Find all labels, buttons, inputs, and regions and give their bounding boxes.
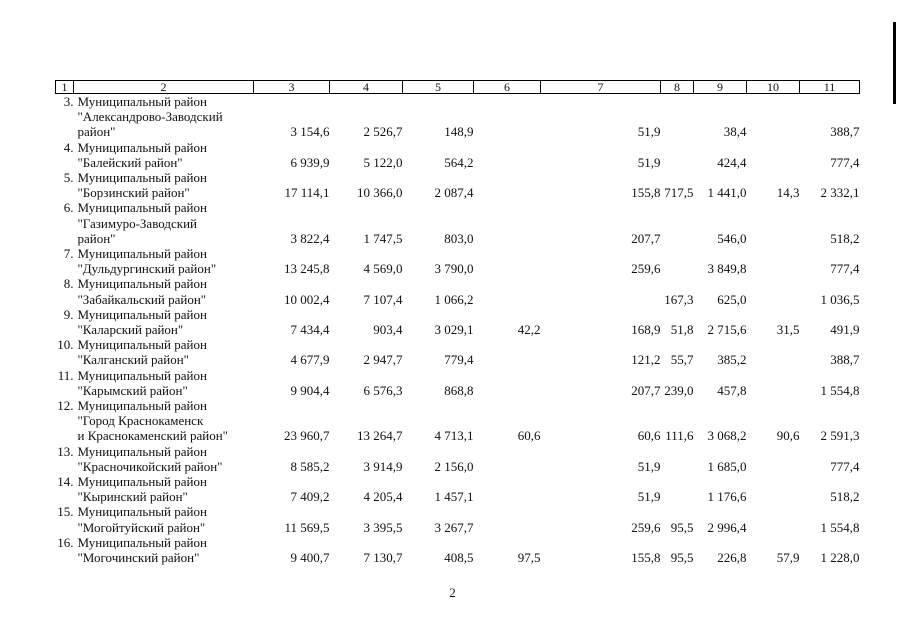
value-cell-col-8 [661,200,694,246]
value-cell-col-5: 779,4 [444,352,474,368]
value-cell-col-7: 60,6 [637,428,661,444]
value-cell-col-8 [661,474,694,504]
district-name-line [56,368,254,383]
district-name-line [56,444,254,459]
table-row [56,307,860,337]
row-number: 13. [57,443,74,459]
value-cell-col-11: 2 332,1 [820,185,860,201]
district-name-cell [56,504,254,534]
district-name-line: "Дульдургинский район" [77,261,217,277]
value-cell-col-10 [747,140,800,170]
value-cell-col-9: 1 441,0 [707,185,747,201]
value-cell-col-6 [474,276,541,306]
table-row [56,368,860,398]
district-name-cell [56,307,254,337]
district-name-cell [56,140,254,170]
value-cell-col-6: 60,6 [517,428,541,444]
value-cell-col-5: 4 713,1 [434,428,474,444]
value-cell-col-3: 3 822,4 [290,230,330,246]
table-row [56,504,860,534]
district-name-cell [56,246,254,276]
district-name-text: Муниципальный район [77,139,207,155]
district-name-cell [56,337,254,367]
value-cell-col-9: 625,0 [717,291,747,307]
row-number: 16. [57,534,74,550]
value-cell-col-11: 491,9 [830,322,860,338]
district-name-text: Муниципальный район [77,398,207,414]
value-cell-col-8: 239,0 [664,382,694,398]
margin-line [893,22,896,104]
value-cell-col-11: 777,4 [830,154,860,170]
header-col-8: 8 [661,81,694,94]
value-cell-col-9: 457,8 [717,382,747,398]
value-cell-col-9: 3 068,2 [707,428,747,444]
value-cell-col-11: 777,4 [830,261,860,277]
value-cell-col-7: 51,9 [637,458,661,474]
value-cell-col-9: 3 849,8 [707,261,747,277]
value-cell-col-7: 155,8 [631,185,661,201]
district-name-line [56,337,254,352]
value-cell-col-10: 14,3 [776,185,800,201]
table-row [56,200,860,246]
value-cell-col-4: 10 366,0 [357,185,403,201]
row-number: 11. [57,367,74,383]
value-cell-col-8: 717,5 [664,185,694,201]
district-name-cell [56,444,254,474]
value-cell-col-7: 51,9 [637,154,661,170]
district-name-text: Муниципальный район [77,94,207,109]
district-name-line: "Карымский район" [77,382,188,398]
value-cell-col-5: 3 267,7 [434,519,474,535]
row-number: 14. [57,474,74,490]
value-cell-col-3: 7 409,2 [290,489,330,505]
district-name-line: "Газимуро-Заводский [77,215,197,231]
value-cell-col-4: 7 107,4 [363,291,403,307]
header-col-1: 1 [56,81,74,94]
district-name-line: "Борзинский район" [77,185,190,201]
value-cell-col-3: 8 585,2 [290,458,330,474]
district-name-line [56,94,254,109]
value-cell-col-10: 31,5 [776,322,800,338]
value-cell-col-8: 95,5 [670,550,694,566]
header-col-5: 5 [403,81,474,94]
value-cell-col-11: 518,2 [830,230,860,246]
district-name-line [56,398,254,413]
value-cell-col-4: 1 747,5 [363,230,403,246]
table-row [56,276,860,306]
district-name-line [56,474,254,489]
value-cell-col-9: 226,8 [717,550,747,566]
table-row [56,444,860,474]
table-row [56,246,860,276]
value-cell-col-7: 207,7 [631,382,661,398]
value-cell-col-3: 4 677,9 [290,352,330,368]
row-number: 12. [57,398,74,414]
value-cell-col-7: 51,9 [637,489,661,505]
value-cell-col-3: 6 939,9 [290,154,330,170]
value-cell-col-5: 868,8 [444,382,474,398]
district-name-line [56,246,254,261]
value-cell-col-3: 9 904,4 [290,382,330,398]
value-cell-col-3: 7 434,4 [290,322,330,338]
header-col-2: 2 [74,81,254,94]
value-cell-col-5: 564,2 [444,154,474,170]
value-cell-col-3: 11 569,5 [284,519,330,535]
district-name-line [56,504,254,519]
row-number: 15. [57,504,74,520]
value-cell-col-7: 207,7 [631,230,661,246]
value-cell-col-7 [541,276,661,306]
table-body [56,94,860,566]
district-name-line: "Красночикойский район" [77,458,223,474]
district-name-text: Муниципальный район [77,246,207,262]
value-cell-col-7: 259,6 [631,261,661,277]
value-cell-col-11: 1 554,8 [820,382,860,398]
district-name-line: "Город Краснокаменск [77,413,204,429]
value-cell-col-11: 1 228,0 [820,550,860,566]
value-cell-col-8: 167,3 [664,291,694,307]
value-cell-col-9: 2 996,4 [707,519,747,535]
district-name-line: и Краснокаменский район" [77,428,228,444]
value-cell-col-6 [474,94,541,140]
value-cell-col-6: 42,2 [517,322,541,338]
table-row [56,337,860,367]
value-cell-col-9: 1 176,6 [707,489,747,505]
value-cell-col-3: 23 960,7 [284,428,330,444]
value-cell-col-10 [747,474,800,504]
value-cell-col-11: 388,7 [830,352,860,368]
district-name-line [56,140,254,155]
table-row [56,94,860,140]
value-cell-col-7: 168,9 [631,322,661,338]
district-name-text: Муниципальный район [77,534,207,550]
district-name-text: Муниципальный район [77,276,207,292]
value-cell-col-6 [474,504,541,534]
district-name-line [56,276,254,291]
table-row [56,398,860,444]
value-cell-col-10 [747,94,800,140]
header-row [56,81,860,94]
district-name-line: "Балейский район" [77,154,183,170]
value-cell-col-10 [747,337,800,367]
value-cell-col-5: 1 066,2 [434,291,474,307]
value-cell-col-7: 259,6 [631,519,661,535]
district-name-line: "Могойтуйский район" [77,519,206,535]
value-cell-col-5: 408,5 [444,550,474,566]
district-name-line [56,170,254,185]
value-cell-col-11: 518,2 [830,489,860,505]
table-row [56,140,860,170]
district-name-line [56,307,254,322]
value-cell-col-9: 2 715,6 [707,322,747,338]
table-row [56,535,860,565]
value-cell-col-10 [747,444,800,474]
value-cell-col-10 [747,246,800,276]
value-cell-col-5: 1 457,1 [434,489,474,505]
value-cell-col-7: 51,9 [637,124,661,140]
row-number: 7. [63,246,74,262]
value-cell-col-6 [474,337,541,367]
value-cell-col-11: 2 591,3 [820,428,860,444]
value-cell-col-6: 97,5 [517,550,541,566]
district-name-text: Муниципальный район [77,170,207,186]
district-name-line: "Каларский район" [77,322,184,338]
value-cell-col-3: 13 245,8 [284,261,330,277]
value-cell-col-5: 2 156,0 [434,458,474,474]
value-cell-col-3: 3 154,6 [290,124,330,140]
district-name-line: "Кыринский район" [77,489,188,505]
row-number: 6. [63,200,74,216]
value-cell-col-5: 2 087,4 [434,185,474,201]
value-cell-col-4: 3 914,9 [363,458,403,474]
district-name-line: "Могочинский район" [77,550,200,566]
value-cell-col-10 [747,504,800,534]
value-cell-col-6 [474,368,541,398]
district-name-line: "Калганский район" [77,352,189,368]
row-number: 5. [63,170,74,186]
value-cell-col-5: 148,9 [444,124,474,140]
district-name-text: Муниципальный район [77,443,207,459]
header-col-9: 9 [694,81,747,94]
row-number: 3. [63,94,74,109]
value-cell-col-10 [747,276,800,306]
value-cell-col-4: 3 395,5 [363,519,403,535]
row-number: 4. [63,139,74,155]
value-cell-col-5: 3 029,1 [434,322,474,338]
value-cell-col-4: 5 122,0 [363,154,403,170]
district-name-text: Муниципальный район [77,200,207,216]
value-cell-col-11: 777,4 [830,458,860,474]
value-cell-col-5: 3 790,0 [434,261,474,277]
value-cell-col-8: 55,7 [670,352,694,368]
value-cell-col-9: 546,0 [717,230,747,246]
value-cell-col-11: 388,7 [830,124,860,140]
value-cell-col-7: 155,8 [631,550,661,566]
value-cell-col-4: 4 569,0 [363,261,403,277]
header-col-3: 3 [254,81,330,94]
value-cell-col-8: 111,6 [665,428,694,444]
district-name-line [56,200,254,215]
value-cell-col-6 [474,170,541,200]
value-cell-col-8 [661,94,694,140]
district-name-line: район" [77,124,116,140]
page-number: 2 [449,585,456,600]
value-cell-col-9: 424,4 [717,154,747,170]
value-cell-col-4: 2 947,7 [363,352,403,368]
value-cell-col-7: 121,2 [631,352,661,368]
value-cell-col-4: 4 205,4 [363,489,403,505]
value-cell-col-5: 803,0 [444,230,474,246]
district-name-cell [56,535,254,565]
district-name-cell [56,276,254,306]
row-number: 8. [63,276,74,292]
value-cell-col-10: 57,9 [776,550,800,566]
value-cell-col-3: 9 400,7 [290,550,330,566]
district-name-cell [56,368,254,398]
value-cell-col-9: 38,4 [723,124,747,140]
header-col-4: 4 [330,81,403,94]
row-number: 10. [57,337,74,353]
table-row [56,474,860,504]
district-name-text: Муниципальный район [77,306,207,322]
value-cell-col-11: 1 554,8 [820,519,860,535]
district-name-cell [56,170,254,200]
value-cell-col-8: 51,8 [670,322,694,338]
value-cell-col-4: 6 576,3 [363,382,403,398]
value-cell-col-9: 385,2 [717,352,747,368]
value-cell-col-8 [661,444,694,474]
value-cell-col-8: 95,5 [670,519,694,535]
district-name-cell [56,474,254,504]
value-cell-col-6 [474,246,541,276]
value-cell-col-3: 10 002,4 [284,291,330,307]
district-name-line: "Александрово-Заводский [77,109,223,125]
district-name-line: "Забайкальский район" [77,291,207,307]
header-col-11: 11 [800,81,860,94]
value-cell-col-4: 13 264,7 [357,428,403,444]
value-cell-col-4: 903,4 [373,322,403,338]
value-cell-col-4: 7 130,7 [363,550,403,566]
district-name-cell [56,94,254,140]
district-name-cell [56,200,254,246]
district-name-line: район" [77,230,116,246]
value-cell-col-9: 1 685,0 [707,458,747,474]
district-name-line [56,535,254,550]
value-cell-col-8 [661,246,694,276]
table-row [56,170,860,200]
header-col-10: 10 [747,81,800,94]
value-cell-col-10 [747,368,800,398]
value-cell-col-11: 1 036,5 [820,291,860,307]
header-col-6: 6 [474,81,541,94]
value-cell-col-10: 90,6 [776,428,800,444]
budget-table [55,80,860,565]
value-cell-col-6 [474,474,541,504]
value-cell-col-6 [474,140,541,170]
value-cell-col-4: 2 526,7 [363,124,403,140]
value-cell-col-6 [474,200,541,246]
value-cell-col-10 [747,200,800,246]
district-name-cell [56,398,254,444]
value-cell-col-8 [661,140,694,170]
district-name-text: Муниципальный район [77,367,207,383]
district-name-text: Муниципальный район [77,474,207,490]
row-number: 9. [63,306,74,322]
district-name-text: Муниципальный район [77,504,207,520]
value-cell-col-6 [474,444,541,474]
header-col-7: 7 [541,81,661,94]
value-cell-col-3: 17 114,1 [284,185,330,201]
district-name-text: Муниципальный район [77,337,207,353]
